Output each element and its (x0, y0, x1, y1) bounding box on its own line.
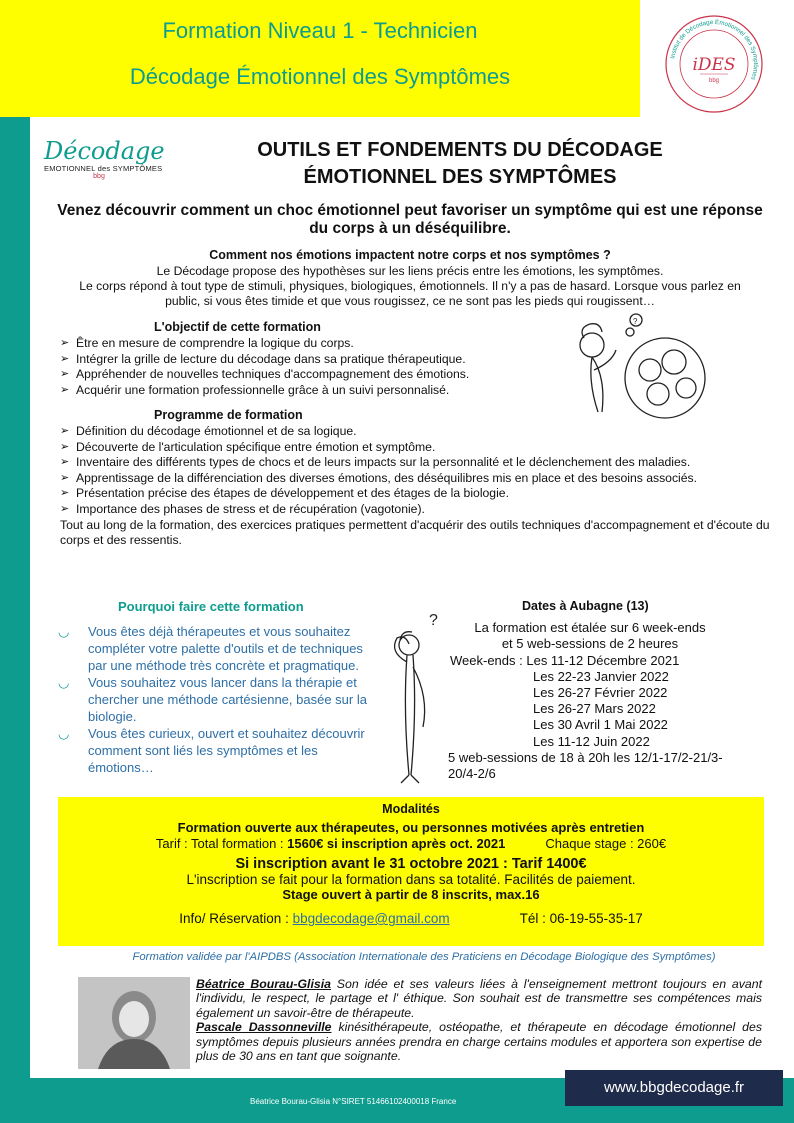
confused-person-illustration (385, 607, 445, 792)
weekend-date: Les 30 Avril 1 Mai 2022 (533, 717, 668, 733)
main-title (190, 137, 730, 191)
tarif-row (58, 836, 764, 851)
portrait-photo (78, 977, 190, 1069)
stage-price: Chaque stage : 260€ (545, 836, 667, 851)
objectif-item: ➢ Être en mesure de comprendre la logique du corps. (60, 336, 570, 352)
objectif-item: ➢ Intégrer la grille de lecture du décodage dans sa pratique thérapeutique. (60, 352, 570, 368)
trainers-bio (196, 977, 762, 1063)
programme-item: ➢ Inventaire des différents types de chocs et de leurs impacts sur la personnalité et le déclenchement des maladies. (60, 455, 770, 471)
main-title-line-1: OUTILS ET FONDEMENTS DU DÉCODAGE (257, 139, 663, 161)
dates-heading: Dates à Aubagne (13) (522, 599, 649, 613)
info-label: Info/ Réservation : (179, 911, 293, 926)
programme-closing: Tout au long de la formation, des exercices pratiques permettent d'acquérir des outils techniques d'accompagnement et d'écoute du corps et des ressentis. (60, 517, 770, 548)
weekend-date: Les 26-27 Février 2022 (533, 685, 668, 701)
thinking-person-illustration (570, 310, 745, 420)
tarif-value: 1560€ si inscription après oct. 2021 (287, 836, 506, 851)
emotions-section (60, 248, 760, 309)
weekend-row-first (450, 653, 760, 669)
trainer-text-1: Son idée et ses valeurs liées à l'enseignement mettront toujours en avant l'individu, le respect, le partage et l' éthique. Son souhait est de transmettre ses compétences mais également un savoir-être de thérapeute. (196, 977, 763, 1020)
institute-seal-logo (664, 14, 764, 114)
smile-icon: ◡ (58, 726, 70, 741)
header-banner (0, 0, 640, 117)
dates-intro-2: et 5 web-sessions de 2 heures (501, 636, 679, 652)
tarif-label: Tarif : Total formation : (155, 836, 288, 851)
svg-text:?: ? (429, 612, 438, 629)
emotions-line-1: Le Décodage propose des hypothèses sur les liens précis entre les émotions, les symptômes. (156, 264, 664, 278)
stage-open-note: Stage ouvert à partir de 8 inscrits, max.16 (282, 887, 540, 902)
weekend-date: Les 11-12 Décembre 2021 (526, 652, 680, 668)
intro-statement: Venez découvrir comment un choc émotionnel peut favoriser un symptôme qui est une réponse du corps à un déséquilibre. (57, 202, 763, 237)
objectif-item: ➢ Acquérir une formation professionnelle grâce à un suivi personnalisé. (60, 383, 570, 399)
footer-siret: Béatrice Bourau-Glisia N°SIRET 51466102400018 France (250, 1097, 457, 1106)
logo-subline: EMOTIONNEL des SYMPTÔMES (44, 164, 163, 173)
trainer-name-2: Pascale Dassonneville (196, 1020, 332, 1035)
main-title-line-2: ÉMOTIONNEL DES SYMPTÔMES (303, 166, 617, 188)
totality-note: L'inscription se fait pour la formation dans sa totalité. Facilités de paiement. (186, 872, 636, 887)
early-tarif: Si inscription avant le 31 octobre 2021 : Tarif 1400€ (235, 856, 587, 872)
modalites-heading: Modalités (382, 802, 440, 816)
why-item: ◡ Vous êtes déjà thérapeutes et vous souhaitez compléter votre palette d'outils et de techniques par une méthode très concrète et pragmatique. (58, 624, 363, 673)
objectif-heading: L'objectif de cette formation (154, 320, 321, 334)
programme-item: ➢ Découverte de l'articulation spécifique entre émotion et symptôme. (60, 440, 770, 456)
left-accent-bar (0, 0, 30, 1123)
weekend-date: Les 26-27 Mars 2022 (533, 701, 656, 717)
phone-number: Tél : 06-19-55-35-17 (519, 911, 643, 926)
programme-item: ➢ Importance des phases de stress et de récupération (vagotonie). (60, 502, 770, 518)
modalites-box (58, 797, 764, 946)
why-item: ◡ Vous êtes curieux, ouvert et souhaitez découvrir comment sont liés les symptômes et les émotions… (58, 726, 365, 775)
svg-text:?: ? (633, 317, 638, 326)
objectif-section (60, 320, 570, 398)
trainer-name-1: Béatrice Bourau-Glisia (196, 977, 331, 991)
programme-heading: Programme de formation (154, 408, 303, 422)
why-item: ◡ Vous souhaitez vous lancer dans la thérapie et chercher une méthode cartésienne, basée sur la biologie. (58, 675, 367, 724)
emotions-heading: Comment nos émotions impactent notre corps et nos symptômes ? (209, 248, 611, 262)
dates-intro-1: La formation est étalée sur 6 week-ends (474, 620, 706, 636)
website-link[interactable]: www.bbgdecodage.fr (565, 1070, 783, 1106)
header-line-2: Décodage Émotionnel des Symptômes (129, 64, 511, 89)
objectif-item: ➢ Appréhender de nouvelles techniques d'accompagnement des émotions. (60, 367, 570, 383)
seal-ides-text: iDES (692, 55, 736, 75)
websessions-text: 5 web-sessions de 18 à 20h les 12/1-17/2-21/3-20/4-2/6 (448, 749, 723, 782)
seal-bbg-text: bbg (708, 78, 720, 84)
programme-item: ➢ Définition du décodage émotionnel et de sa logique. (60, 424, 770, 440)
validation-note: Formation validée par l'AIPDBS (Association Internationale des Praticiens en Décodage Biologique des Symptômes) (132, 951, 716, 963)
why-heading: Pourquoi faire cette formation (118, 599, 304, 614)
why-list (58, 623, 378, 776)
programme-item: ➢ Apprentissage de la différenciation des diverses émotions, des déséquilibres mis en place et des besoins associés. (60, 471, 770, 487)
programme-section (60, 408, 770, 549)
decodage-logo (44, 138, 174, 188)
logo-word: Décodage (44, 137, 165, 165)
emotions-line-2: Le corps répond à tout type de stimuli, physiques, biologiques, émotionnels. Il n'y a pas de hasard. Lorsque vous parlez en public, si vous êtes timide et que vous rougissez, ce ne sont pas les pieds qui rougissent… (79, 279, 741, 308)
weekend-date: Les 22-23 Janvier 2022 (533, 668, 669, 684)
smile-icon: ◡ (58, 675, 70, 690)
dates-section (440, 598, 760, 782)
modalites-open: Formation ouverte aux thérapeutes, ou personnes motivées après entretien (177, 820, 645, 835)
seal-circle-text: Institut de Décodage Émotionnel des Symptômes (669, 18, 760, 81)
header-line-1: Formation Niveau 1 - Technicien (162, 18, 478, 43)
smile-icon: ◡ (58, 624, 70, 639)
logo-tag: bbg (93, 173, 105, 180)
weekends-label: Week-ends : (450, 652, 527, 668)
trainer-text-2: kinésithérapeute, ostéopathe, et thérapeute en décodage émotionnel des symptômes depuis plusieurs années prendra en charge certains modules et apportera son expertise de plus de 30 ans en tant que soignante. (196, 1020, 762, 1064)
programme-item: ➢ Présentation précise des étapes de développement et des étages de la biologie. (60, 486, 770, 502)
weekend-date: Les 11-12 Juin 2022 (533, 733, 650, 749)
email-link[interactable]: bbgdecodage@gmail.com (292, 911, 450, 926)
info-row (58, 911, 764, 926)
